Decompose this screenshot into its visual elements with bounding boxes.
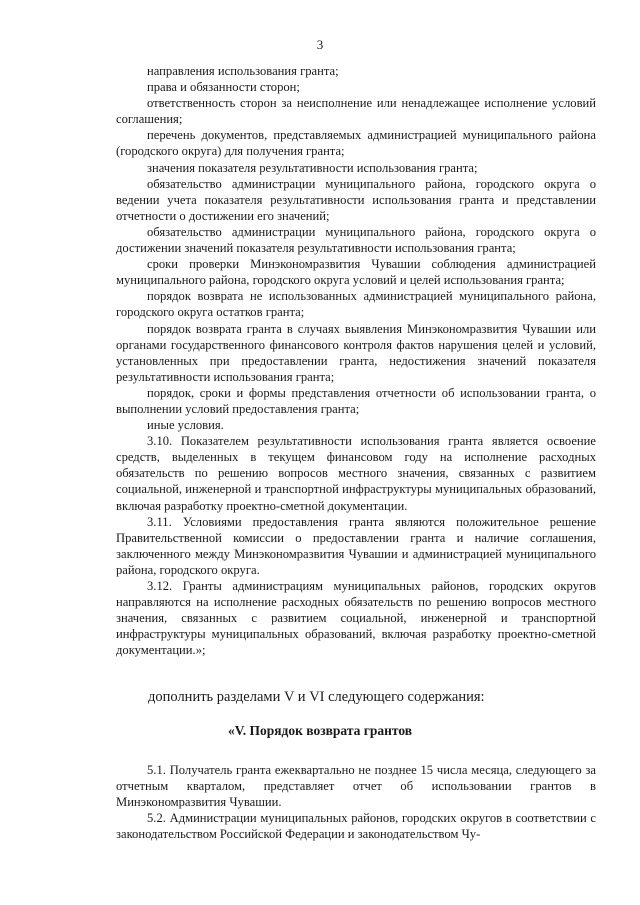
- paragraph-5-2: 5.2. Администрации муниципальных районов, городских округов в соответствии с законодательством Российской Федерации и законодательством Чу-: [116, 811, 596, 842]
- paragraph: значения показателя результативности использования гранта;: [147, 160, 478, 175]
- paragraph: ответственность сторон за неисполнение или ненадлежащее исполнение условий соглашения;: [116, 96, 596, 127]
- paragraph: порядок возврата гранта в случаях выявления Минэкономразвития Чувашии или органами государственного финансового контроля фактов нарушения целей и условий, установленных при предоставлении гранта, недостижения значений показателя результативности использования гранта;: [116, 321, 596, 384]
- paragraph: обязательство администрации муниципального района, городского округа о ведении учета показателя результативности использования гранта и представлении отчетности о достижении его значений;: [116, 176, 596, 223]
- document-body: [116, 63, 596, 658]
- paragraph: перечень документов, представляемых администрацией муниципального района (городского округа) для получения гранта;: [116, 128, 596, 159]
- amendment-line: дополнить разделами V и VI следующего содержания:: [148, 689, 485, 705]
- paragraph: направления использования гранта;: [147, 64, 339, 78]
- paragraph-3-10: 3.10. Показателем результативности использования гранта является освоение средств, выделенных в текущем финансовом году на исполнение расходных обязательств по решению вопросов местного значения, связанных с развитием социальной, инженерной и транспортной инфраструктуры муниципальных образований, включая разработку проектно-сметной документации.: [116, 434, 596, 513]
- paragraph-3-11: 3.11. Условиями предоставления гранта являются положительное решение Правительственной комиссии о предоставлении гранта и наличие соглашения, заключенного между Минэкономразвития Чувашии и администрацией муниципального района, городского округа.: [116, 514, 596, 577]
- paragraph: права и обязанности сторон;: [147, 80, 300, 95]
- section-body: [116, 762, 596, 842]
- section-heading: «V. Порядок возврата грантов: [227, 723, 413, 738]
- paragraph: иные условия.: [147, 418, 224, 433]
- paragraph: порядок, сроки и формы представления отчетности об использовании гранта, о выполнении условий предоставления гранта;: [116, 385, 596, 416]
- paragraph: сроки проверки Минэкономразвития Чувашии соблюдения администрацией муниципального района, городского округа условий и целей использования гранта;: [116, 257, 596, 288]
- paragraph-3-12: 3.12. Гранты администрациям муниципальных районов, городских округов направляются на исполнение расходных обязательств по решению вопросов местного значения, связанных с развитием социальной, инженерной и транспортной инфраструктуры муниципальных образований, включая разработку проектно-сметной документации.»;: [116, 579, 596, 658]
- page-number: 3: [316, 37, 324, 52]
- paragraph: обязательство администрации муниципального района, городского округа о достижении значений показателя результативности использования гранта;: [116, 224, 596, 256]
- paragraph-5-1: 5.1. Получатель гранта ежеквартально не позднее 15 числа месяца, следующего за отчетным кварталом, представляет отчет об использовании грантов в Минэкономразвития Чувашии.: [116, 763, 596, 810]
- paragraph: порядок возврата не использованных администрацией муниципального района, городского округа остатков гранта;: [116, 289, 596, 320]
